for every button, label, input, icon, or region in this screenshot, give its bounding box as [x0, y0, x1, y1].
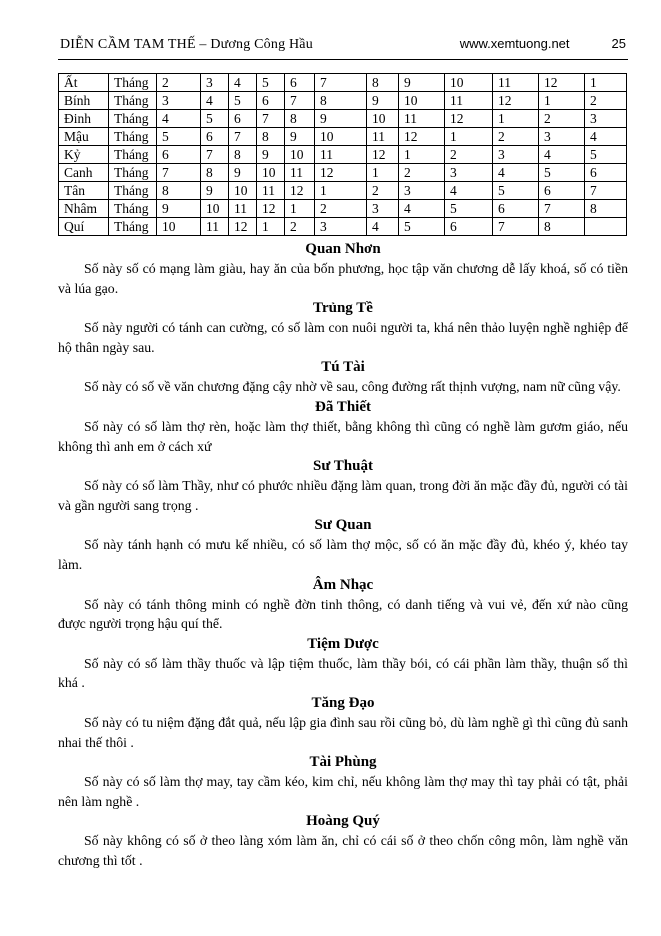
month-value-cell: 5: [585, 146, 627, 164]
table-row: [59, 164, 627, 182]
month-value-cell: 8: [257, 128, 285, 146]
month-value-cell: 7: [229, 128, 257, 146]
month-value-cell: 7: [585, 182, 627, 200]
month-value-cell: 12: [445, 110, 493, 128]
section-heading: Đã Thiết: [315, 398, 371, 415]
month-table-body: [59, 74, 627, 236]
month-value-cell: 7: [539, 200, 585, 218]
month-value-cell: 6: [157, 146, 201, 164]
month-value-cell: 5: [201, 110, 229, 128]
month-value-cell: 7: [493, 218, 539, 236]
stem-cell: Bính: [59, 92, 109, 110]
month-value-cell: 8: [201, 164, 229, 182]
section-paragraph: Số này có số làm thợ rèn, hoặc làm thợ thiết, bằng không thì cũng có nghề làm gươm giáo, nếu không thì anh em ở cách xứ: [58, 418, 628, 454]
month-value-cell: 2: [315, 200, 367, 218]
month-value-cell: 3: [585, 110, 627, 128]
month-value-cell: 9: [315, 110, 367, 128]
month-value-cell: 5: [539, 164, 585, 182]
month-value-cell: 10: [257, 164, 285, 182]
month-value-cell: 9: [157, 200, 201, 218]
section-paragraph: Số này số có mạng làm giàu, hay ăn của bốn phương, học tập văn chương dễ lấy khoá, số có tiền và lúa gạo.: [58, 261, 628, 296]
month-value-cell: 12: [285, 182, 315, 200]
month-value-cell: 1: [445, 128, 493, 146]
month-label-cell: Tháng: [109, 218, 157, 236]
section-paragraph: Số này có số về văn chương đặng cậy nhờ về sau, công đường rất thịnh vượng, nam nữ cũng vậy.: [84, 379, 621, 395]
month-value-cell: 4: [539, 146, 585, 164]
website-url: www.xemtuong.net: [459, 36, 570, 51]
month-value-cell: 11: [257, 182, 285, 200]
month-value-cell: 5: [157, 128, 201, 146]
month-label-cell: Tháng: [109, 164, 157, 182]
month-value-cell: 6: [493, 200, 539, 218]
month-value-cell: 5: [229, 92, 257, 110]
month-value-cell: 10: [157, 218, 201, 236]
month-value-cell: 9: [285, 128, 315, 146]
month-value-cell: 11: [285, 164, 315, 182]
month-value-cell: 10: [315, 128, 367, 146]
month-value-cell: 1: [367, 164, 399, 182]
month-value-cell: 12: [229, 218, 257, 236]
month-value-cell: 2: [399, 164, 445, 182]
month-value-cell: 8: [585, 200, 627, 218]
month-value-cell: 4: [399, 200, 445, 218]
month-value-cell: 6: [201, 128, 229, 146]
section-heading: Tăng Đạo: [311, 694, 375, 711]
month-value-cell: 5: [399, 218, 445, 236]
section-heading: Sư Thuật: [312, 458, 373, 475]
stem-cell: Đinh: [59, 110, 109, 128]
stem-cell: Ất: [59, 74, 109, 92]
sections: [58, 239, 628, 870]
month-value-cell: 12: [493, 92, 539, 110]
section-paragraph: Số này có số làm thầy thuốc và lập tiệm thuốc, làm thầy bói, có cái phần làm thầy, thuận số thì khá .: [58, 655, 628, 691]
stem-cell: Tân: [59, 182, 109, 200]
month-value-cell: 4: [585, 128, 627, 146]
month-value-cell: 2: [367, 182, 399, 200]
stem-cell: Nhâm: [59, 200, 109, 218]
month-value-cell: 12: [539, 74, 585, 92]
section-paragraph: Số này có số làm thợ may, tay cầm kéo, kim chỉ, nếu không làm thợ may thì tay phải có tật, phải nên làm nghề .: [58, 774, 628, 809]
table-row: [59, 92, 627, 110]
month-value-cell: 3: [201, 74, 229, 92]
month-value-cell: 11: [493, 74, 539, 92]
month-value-cell: 12: [399, 128, 445, 146]
month-value-cell: 11: [399, 110, 445, 128]
month-value-cell: 6: [539, 182, 585, 200]
month-value-cell: 4: [201, 92, 229, 110]
month-label-cell: Tháng: [109, 146, 157, 164]
section-paragraph: Số này tánh hạnh có mưu kế nhiều, có số làm thợ mộc, số có ăn mặc đầy đủ, khéo ý, khéo tay làm.: [58, 537, 628, 572]
month-value-cell: 4: [367, 218, 399, 236]
section-paragraph: Số này có số làm Thầy, như có phước nhiều đặng làm quan, trong đời ăn mặc đầy đủ, người có tài và gần người sang trọng .: [58, 478, 628, 513]
month-value-cell: 1: [539, 92, 585, 110]
month-value-cell: 12: [367, 146, 399, 164]
month-table: [58, 73, 627, 236]
month-value-cell: 11: [445, 92, 493, 110]
month-value-cell: 12: [257, 200, 285, 218]
stem-cell: Mậu: [59, 128, 109, 146]
table-row: [59, 110, 627, 128]
month-label-cell: Tháng: [109, 182, 157, 200]
month-value-cell: 8: [157, 182, 201, 200]
section-heading: Quan Nhơn: [305, 241, 381, 257]
month-value-cell: 10: [201, 200, 229, 218]
month-value-cell: 7: [257, 110, 285, 128]
month-value-cell: 11: [367, 128, 399, 146]
month-value-cell: 7: [285, 92, 315, 110]
month-label-cell: Tháng: [109, 128, 157, 146]
month-value-cell: 3: [539, 128, 585, 146]
month-value-cell: 11: [229, 200, 257, 218]
page-number: 25: [611, 36, 626, 51]
month-value-cell: 4: [445, 182, 493, 200]
table-row: [59, 74, 627, 92]
month-value-cell: 12: [315, 164, 367, 182]
month-value-cell: 1: [285, 200, 315, 218]
month-value-cell: 2: [285, 218, 315, 236]
month-value-cell: 5: [493, 182, 539, 200]
month-value-cell: 3: [493, 146, 539, 164]
month-value-cell: 10: [399, 92, 445, 110]
month-value-cell: 9: [229, 164, 257, 182]
table-row: [59, 218, 627, 236]
month-value-cell: 8: [285, 110, 315, 128]
month-value-cell: 2: [445, 146, 493, 164]
month-value-cell: 8: [367, 74, 399, 92]
month-value-cell: 7: [157, 164, 201, 182]
month-value-cell: 1: [585, 74, 627, 92]
header-divider: [58, 59, 628, 60]
month-value-cell: 5: [445, 200, 493, 218]
stem-cell: Canh: [59, 164, 109, 182]
section-heading: Sư Quan: [314, 517, 372, 534]
month-value-cell: 2: [539, 110, 585, 128]
month-value-cell: 10: [445, 74, 493, 92]
stem-cell: Quí: [59, 218, 109, 236]
section-heading: Tú Tài: [321, 359, 365, 376]
page-header: [58, 36, 628, 59]
month-value-cell: 9: [257, 146, 285, 164]
section-heading: Âm Nhạc: [312, 576, 374, 593]
month-value-cell: 6: [585, 164, 627, 182]
table-row: [59, 128, 627, 146]
document-title: DIỄN CẦM TAM THẾ – Dương Công Hầu: [60, 37, 313, 52]
month-value-cell: 10: [229, 182, 257, 200]
month-value-cell: 2: [157, 74, 201, 92]
month-value-cell: 8: [229, 146, 257, 164]
section-paragraph: Số này có tu niệm đặng đắt quả, nếu lập gia đình sau rồi cũng bỏ, dù làm nghề gì thì cũng đủ sanh nhai thế thôi .: [58, 714, 628, 750]
section-paragraph: Số này người có tánh can cường, có số làm con nuôi người ta, khá nên thảo luyện nghề nghiệp để hộ thân ngày sau.: [58, 320, 628, 355]
month-value-cell: 7: [201, 146, 229, 164]
stem-cell: Kỷ: [59, 146, 109, 164]
month-value-cell: 1: [493, 110, 539, 128]
month-value-cell: 3: [157, 92, 201, 110]
month-value-cell: 4: [493, 164, 539, 182]
table-row: [59, 200, 627, 218]
section-heading: Hoàng Quý: [306, 813, 380, 830]
month-value-cell: 3: [367, 200, 399, 218]
month-value-cell: 5: [257, 74, 285, 92]
month-label-cell: Tháng: [109, 74, 157, 92]
month-value-cell: 8: [539, 218, 585, 236]
month-value-cell: 2: [585, 92, 627, 110]
month-value-cell: 4: [157, 110, 201, 128]
month-value-cell: 11: [315, 146, 367, 164]
section-paragraph: Số này không có số ở theo làng xóm làm ăn, chỉ có cái số ở theo chốn công môn, làm nghề văn chương thì tốt .: [58, 833, 628, 868]
month-value-cell: 6: [445, 218, 493, 236]
month-value-cell: 3: [445, 164, 493, 182]
month-label-cell: Tháng: [109, 92, 157, 110]
month-value-cell: 6: [257, 92, 285, 110]
month-label-cell: Tháng: [109, 200, 157, 218]
month-value-cell: 6: [285, 74, 315, 92]
month-value-cell: 10: [285, 146, 315, 164]
table-row: [59, 146, 627, 164]
section-heading: Tiệm Dược: [307, 635, 379, 652]
month-value-cell: 1: [257, 218, 285, 236]
section-heading: Tài Phùng: [309, 754, 377, 771]
section-heading: Trủng Tề: [313, 300, 373, 317]
month-value-cell: 8: [315, 92, 367, 110]
month-value-cell: 3: [399, 182, 445, 200]
month-value-cell: 7: [315, 74, 367, 92]
month-value-cell: 6: [229, 110, 257, 128]
month-label-cell: Tháng: [109, 110, 157, 128]
table-row: [59, 182, 627, 200]
month-value-cell: 9: [201, 182, 229, 200]
month-value-cell: 9: [367, 92, 399, 110]
month-value-cell: 1: [315, 182, 367, 200]
month-value-cell: 4: [229, 74, 257, 92]
month-value-cell: 11: [201, 218, 229, 236]
month-value-cell: [585, 218, 627, 236]
month-value-cell: 9: [399, 74, 445, 92]
month-value-cell: 10: [367, 110, 399, 128]
section-paragraph: Số này có tánh thông minh có nghề đờn tinh thông, có danh tiếng và vui vẻ, đến xứ nào cũng được người trọng hậu quí thể.: [58, 596, 628, 632]
month-value-cell: 2: [493, 128, 539, 146]
month-value-cell: 3: [315, 218, 367, 236]
month-value-cell: 1: [399, 146, 445, 164]
